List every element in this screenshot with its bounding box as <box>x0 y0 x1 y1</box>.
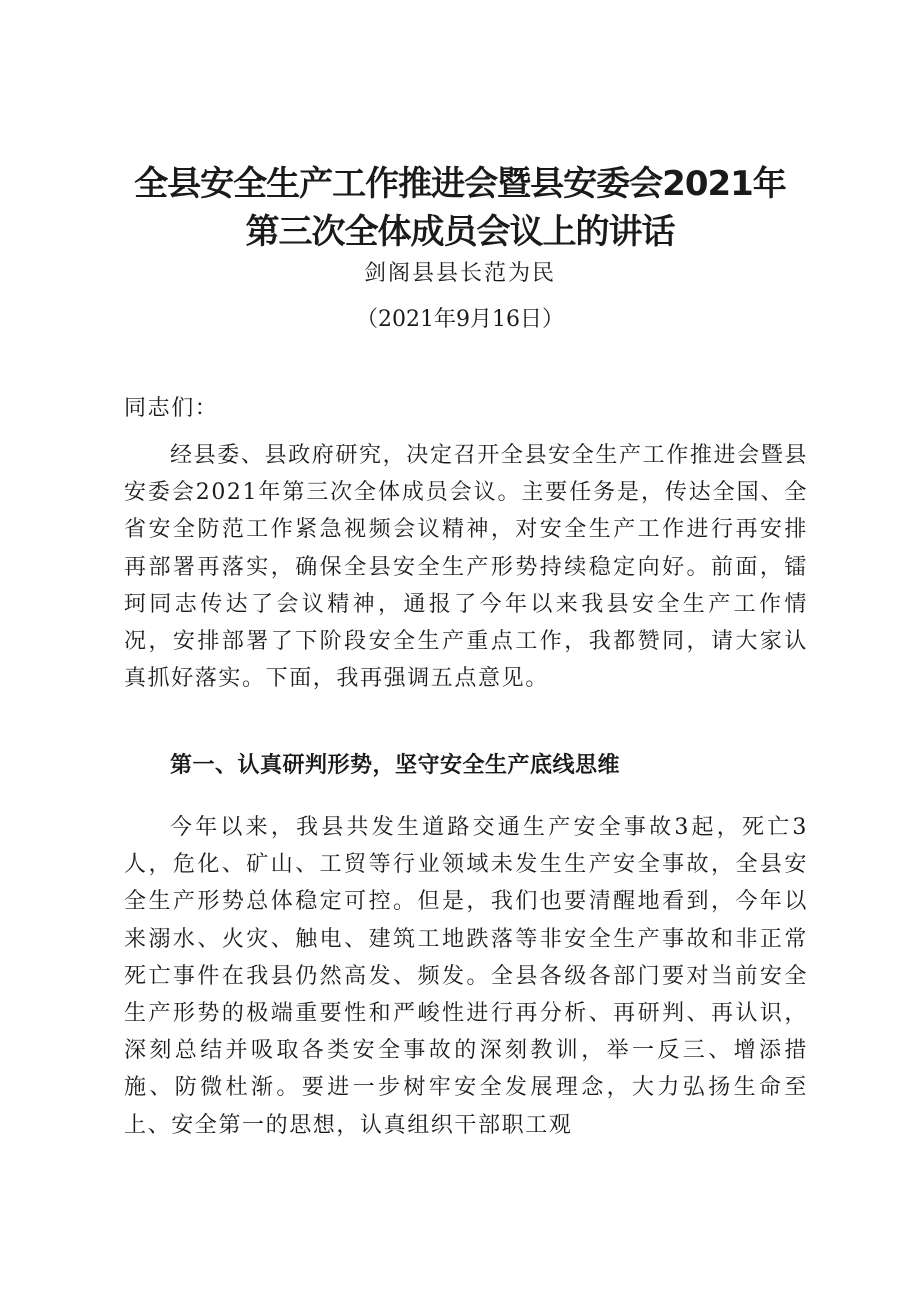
document-title-line-1: 全县安全生产工作推进会暨县安委会2021年 <box>134 164 786 204</box>
speech-date: （2021年9月16日） <box>356 307 564 332</box>
document-title-line-2: 第三次全体成员会议上的讲话 <box>245 212 675 252</box>
salutation: 同志们： <box>124 396 219 421</box>
section-heading-1: 第一、认真研判形势，坚守安全生产底线思维 <box>170 753 621 778</box>
speaker-byline: 剑阁县县长范为民 <box>363 261 556 286</box>
body-paragraph-section-1: 今年以来，我县共发生道路交通生产安全事故3起，死亡3人，危化、矿山、工贸等行业领域未发生生产安全事故，全县安全生产形势总体稳定可控。但是，我们也要清醒地看到，今年以来溺水、火灾、触电、建筑工地跌落等非安全生产事故和非正常死亡事件在我县仍然高发、频发。全县各级各部门要对当前安全生产形势的极端重要性和严峻性进行再分析、再研判、再认识，深刻总结并吸取各类安全事故的深刻教训，举一反三、增添措施、防微杜渐。要进一步树牢安全发展理念，大力弘扬生命至上、安全第一的思想，认真组织干部职工观 <box>124 815 808 1138</box>
body-paragraph-intro: 经县委、县政府研究，决定召开全县安全生产工作推进会暨县安委会2021年第三次全体成员会议。主要任务是，传达全国、全省安全防范工作紧急视频会议精神，对安全生产工作进行再安排再部署再落实，确保全县安全生产形势持续稳定向好。前面，镭珂同志传达了会议精神，通报了今年以来我县安全生产工作情况，安排部署了下阶段安全生产重点工作，我都赞同，请大家认真抓好落实。下面，我再强调五点意见。 <box>124 443 808 692</box>
